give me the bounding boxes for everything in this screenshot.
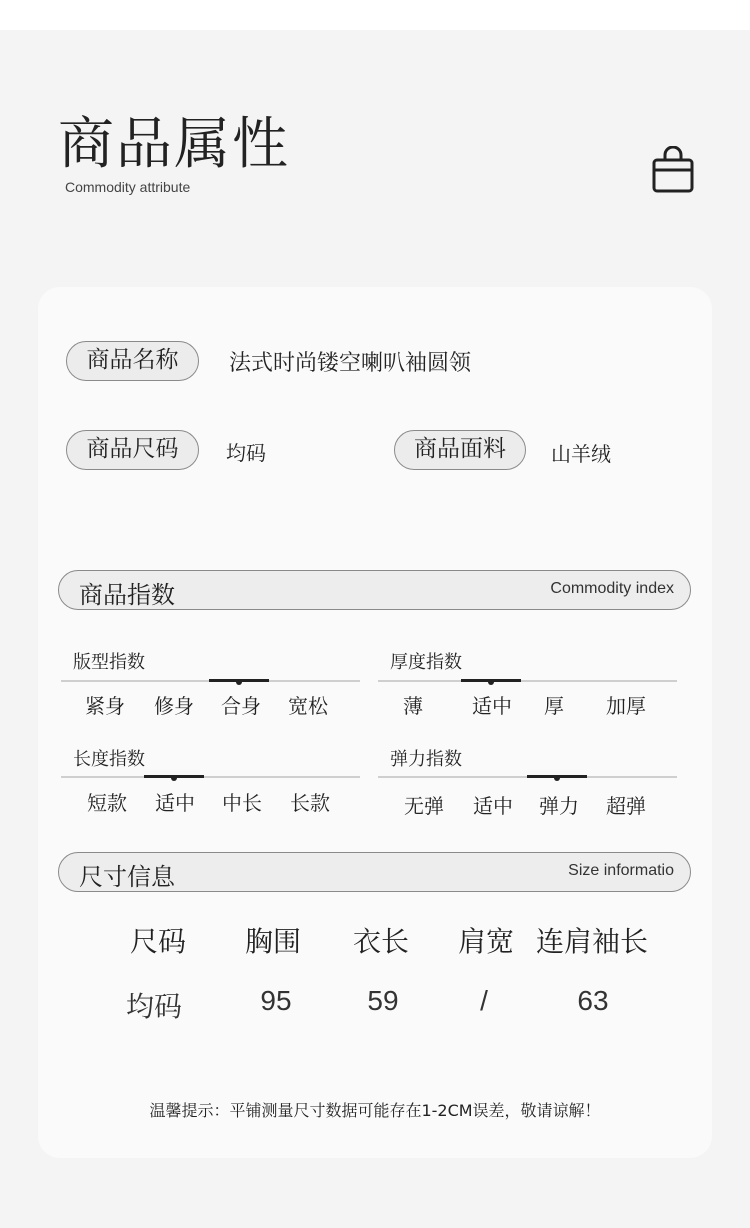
- product-size-label: 商品尺码: [66, 430, 199, 470]
- page-title: 商品属性: [58, 112, 290, 177]
- fit-index-option: 修身: [154, 694, 194, 718]
- product-fabric-value: 山羊绒: [551, 442, 611, 466]
- size-table-header: 胸围: [244, 925, 301, 958]
- fit-index-marker: [209, 679, 269, 682]
- fit-index-option: 合身: [221, 694, 261, 718]
- index-section-header: [58, 570, 691, 610]
- size-table-cell: 63: [577, 985, 609, 1016]
- index-section-title: 商品指数: [79, 581, 175, 609]
- fit-index-option: 宽松: [288, 694, 328, 718]
- product-name-label: 商品名称: [66, 341, 199, 381]
- elasticity-index-label: 弹力指数: [390, 749, 462, 770]
- elasticity-index-option: 适中: [473, 794, 513, 818]
- length-index-option: 中长: [222, 791, 262, 815]
- thickness-index-option: 厚: [544, 694, 564, 718]
- product-name-value: 法式时尚镂空喇叭袖圆领: [229, 351, 472, 376]
- size-table-cell: 95: [260, 985, 292, 1016]
- length-index-option: 短款: [87, 791, 127, 815]
- thickness-index-option: 薄: [403, 694, 423, 718]
- fit-index-option: 紧身: [85, 694, 125, 718]
- thickness-index-marker: [461, 679, 521, 682]
- product-size-value: 均码: [226, 441, 266, 465]
- size-table-header: 尺码: [129, 925, 186, 958]
- size-table-cell: /: [480, 985, 488, 1016]
- measurement-note: 温馨提示：平铺测量尺寸数据可能存在1-2CM误差，敬请谅解！: [149, 1101, 601, 1120]
- size-section-header: [58, 852, 691, 892]
- size-table-header: 衣长: [352, 925, 409, 958]
- thickness-index-label: 厚度指数: [390, 652, 462, 673]
- length-index-option: 长款: [290, 791, 330, 815]
- length-index-track: [61, 776, 360, 778]
- size-table-header: 肩宽: [457, 925, 514, 958]
- thickness-index-option: 加厚: [606, 694, 646, 718]
- size-section-title: 尺寸信息: [79, 863, 175, 891]
- index-section-subtitle: Commodity index: [550, 580, 674, 597]
- page-subtitle: Commodity attribute: [65, 179, 191, 195]
- length-index-label: 长度指数: [73, 749, 145, 770]
- thickness-index-option: 适中: [472, 694, 512, 718]
- elasticity-index-option: 弹力: [539, 794, 579, 818]
- product-fabric-label: 商品面料: [394, 430, 526, 470]
- elasticity-index-marker: [527, 775, 587, 778]
- shopping-bag-icon: [651, 146, 695, 194]
- size-table-header: 连肩袖长: [535, 925, 648, 958]
- elasticity-index-option: 超弹: [606, 794, 646, 818]
- length-index-option: 适中: [155, 791, 195, 815]
- attribute-card: [38, 287, 712, 1158]
- size-table-cell: 均码: [125, 990, 182, 1023]
- size-section-subtitle: Size informatio: [568, 862, 674, 879]
- length-index-marker: [144, 775, 204, 778]
- size-table-cell: 59: [367, 985, 399, 1016]
- thickness-index-track: [378, 680, 677, 682]
- elasticity-index-option: 无弹: [404, 794, 444, 818]
- fit-index-label: 版型指数: [73, 652, 145, 673]
